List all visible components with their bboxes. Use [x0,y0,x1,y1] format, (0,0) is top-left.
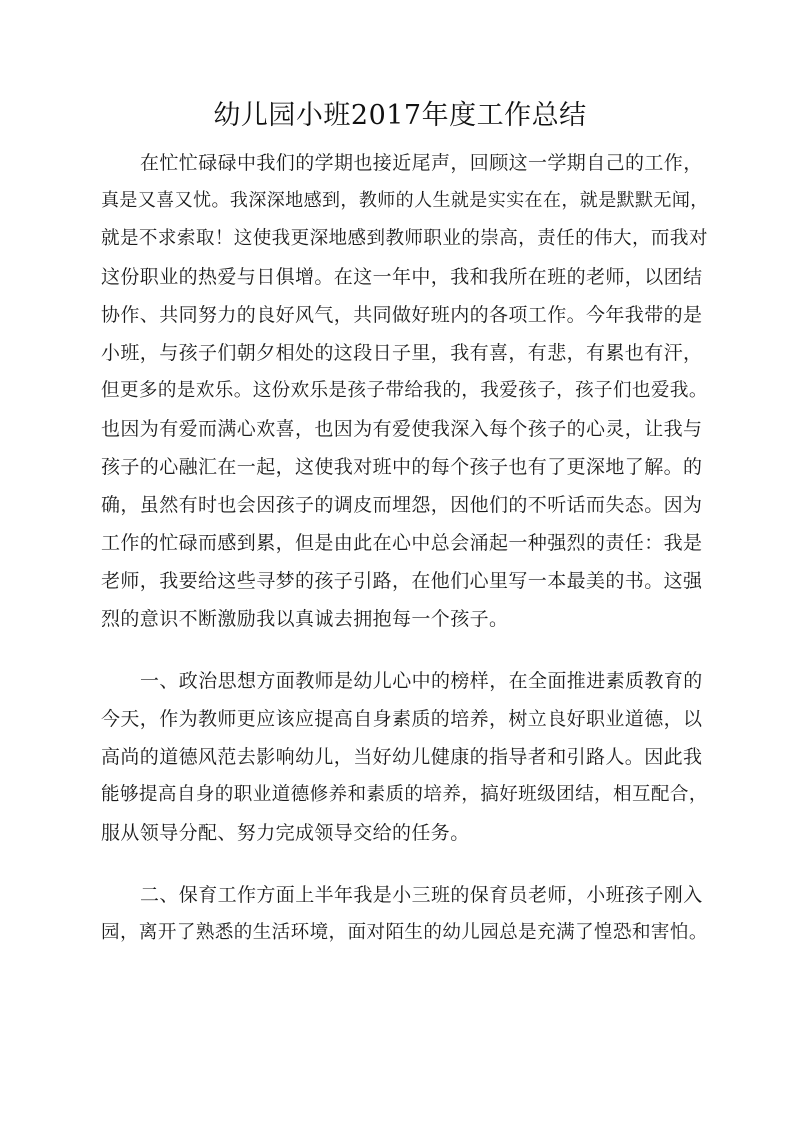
paragraph-2-line-4: 能够提高自身的职业道德修养和素质的培养，搞好班级团结，相互配合， [101,784,708,805]
paragraph-1-line-11: 工作的忙碌而感到累，但是由此在心中总会涌起一种强烈的责任：我是 [101,532,703,554]
paragraph-2-line-5: 服从领导分配、努力完成领导交给的任务。 [101,822,470,844]
paragraph-2-line-3: 高尚的道德风范去影响幼儿，当好幼儿健康的指导者和引路人。因此我 [101,746,703,768]
paragraph-3-line-1: 二、保育工作方面上半年我是小三班的保育员老师，小班孩子刚入 [140,884,703,906]
paragraph-1-line-12: 老师，我要给这些寻梦的孩子引路，在他们心里写一本最美的书。这强 [101,570,703,592]
paragraph-1-line-8: 也因为有爱而满心欢喜，也因为有爱使我深入每个孩子的心灵，让我与 [101,418,703,440]
paragraph-1-line-2: 真是又喜又忧。我深深地感到，教师的人生就是实实在在，就是默默无闻， [101,190,709,211]
paragraph-1-line-1: 在忙忙碌碌中我们的学期也接近尾声，回顾这一学期自己的工作， [140,152,703,174]
paragraph-2-line-2: 今天，作为教师更应该应提高自身素质的培养，树立良好职业道德，以 [101,708,703,730]
paragraph-1-line-13: 烈的意识不断激励我以真诚去拥抱每一个孩子。 [101,608,509,630]
paragraph-1-line-10: 确，虽然有时也会因孩子的调皮而埋怨，因他们的不听话而失态。因为 [101,494,703,516]
paragraph-2-line-1: 一、政治思想方面教师是幼儿心中的榜样，在全面推进素质教育的 [140,670,703,692]
paragraph-1-line-7: 但更多的是欢乐。这份欢乐是孩子带给我的，我爱孩子，孩子们也爱我。 [101,380,708,401]
paragraph-1-line-4: 这份职业的热爱与日俱增。在这一年中，我和我所在班的老师，以团结 [101,266,703,288]
paragraph-1-line-5: 协作、共同努力的良好风气，共同做好班内的各项工作。今年我带的是 [101,304,703,326]
paragraph-1-line-6: 小班，与孩子们朝夕相处的这段日子里，我有喜，有悲，有累也有汗， [101,342,703,364]
paragraph-1-line-3: 就是不求索取！这使我更深地感到教师职业的崇高，责任的伟大，而我对 [101,228,708,249]
paragraph-3-line-2: 园，离开了熟悉的生活环境，面对陌生的幼儿园总是充满了惶恐和害怕。 [101,922,708,943]
paragraph-1-line-9: 孩子的心融汇在一起，这使我对班中的每个孩子也有了更深地了解。的 [101,456,703,478]
document-title: 幼儿园小班2017年度工作总结 [213,100,587,131]
